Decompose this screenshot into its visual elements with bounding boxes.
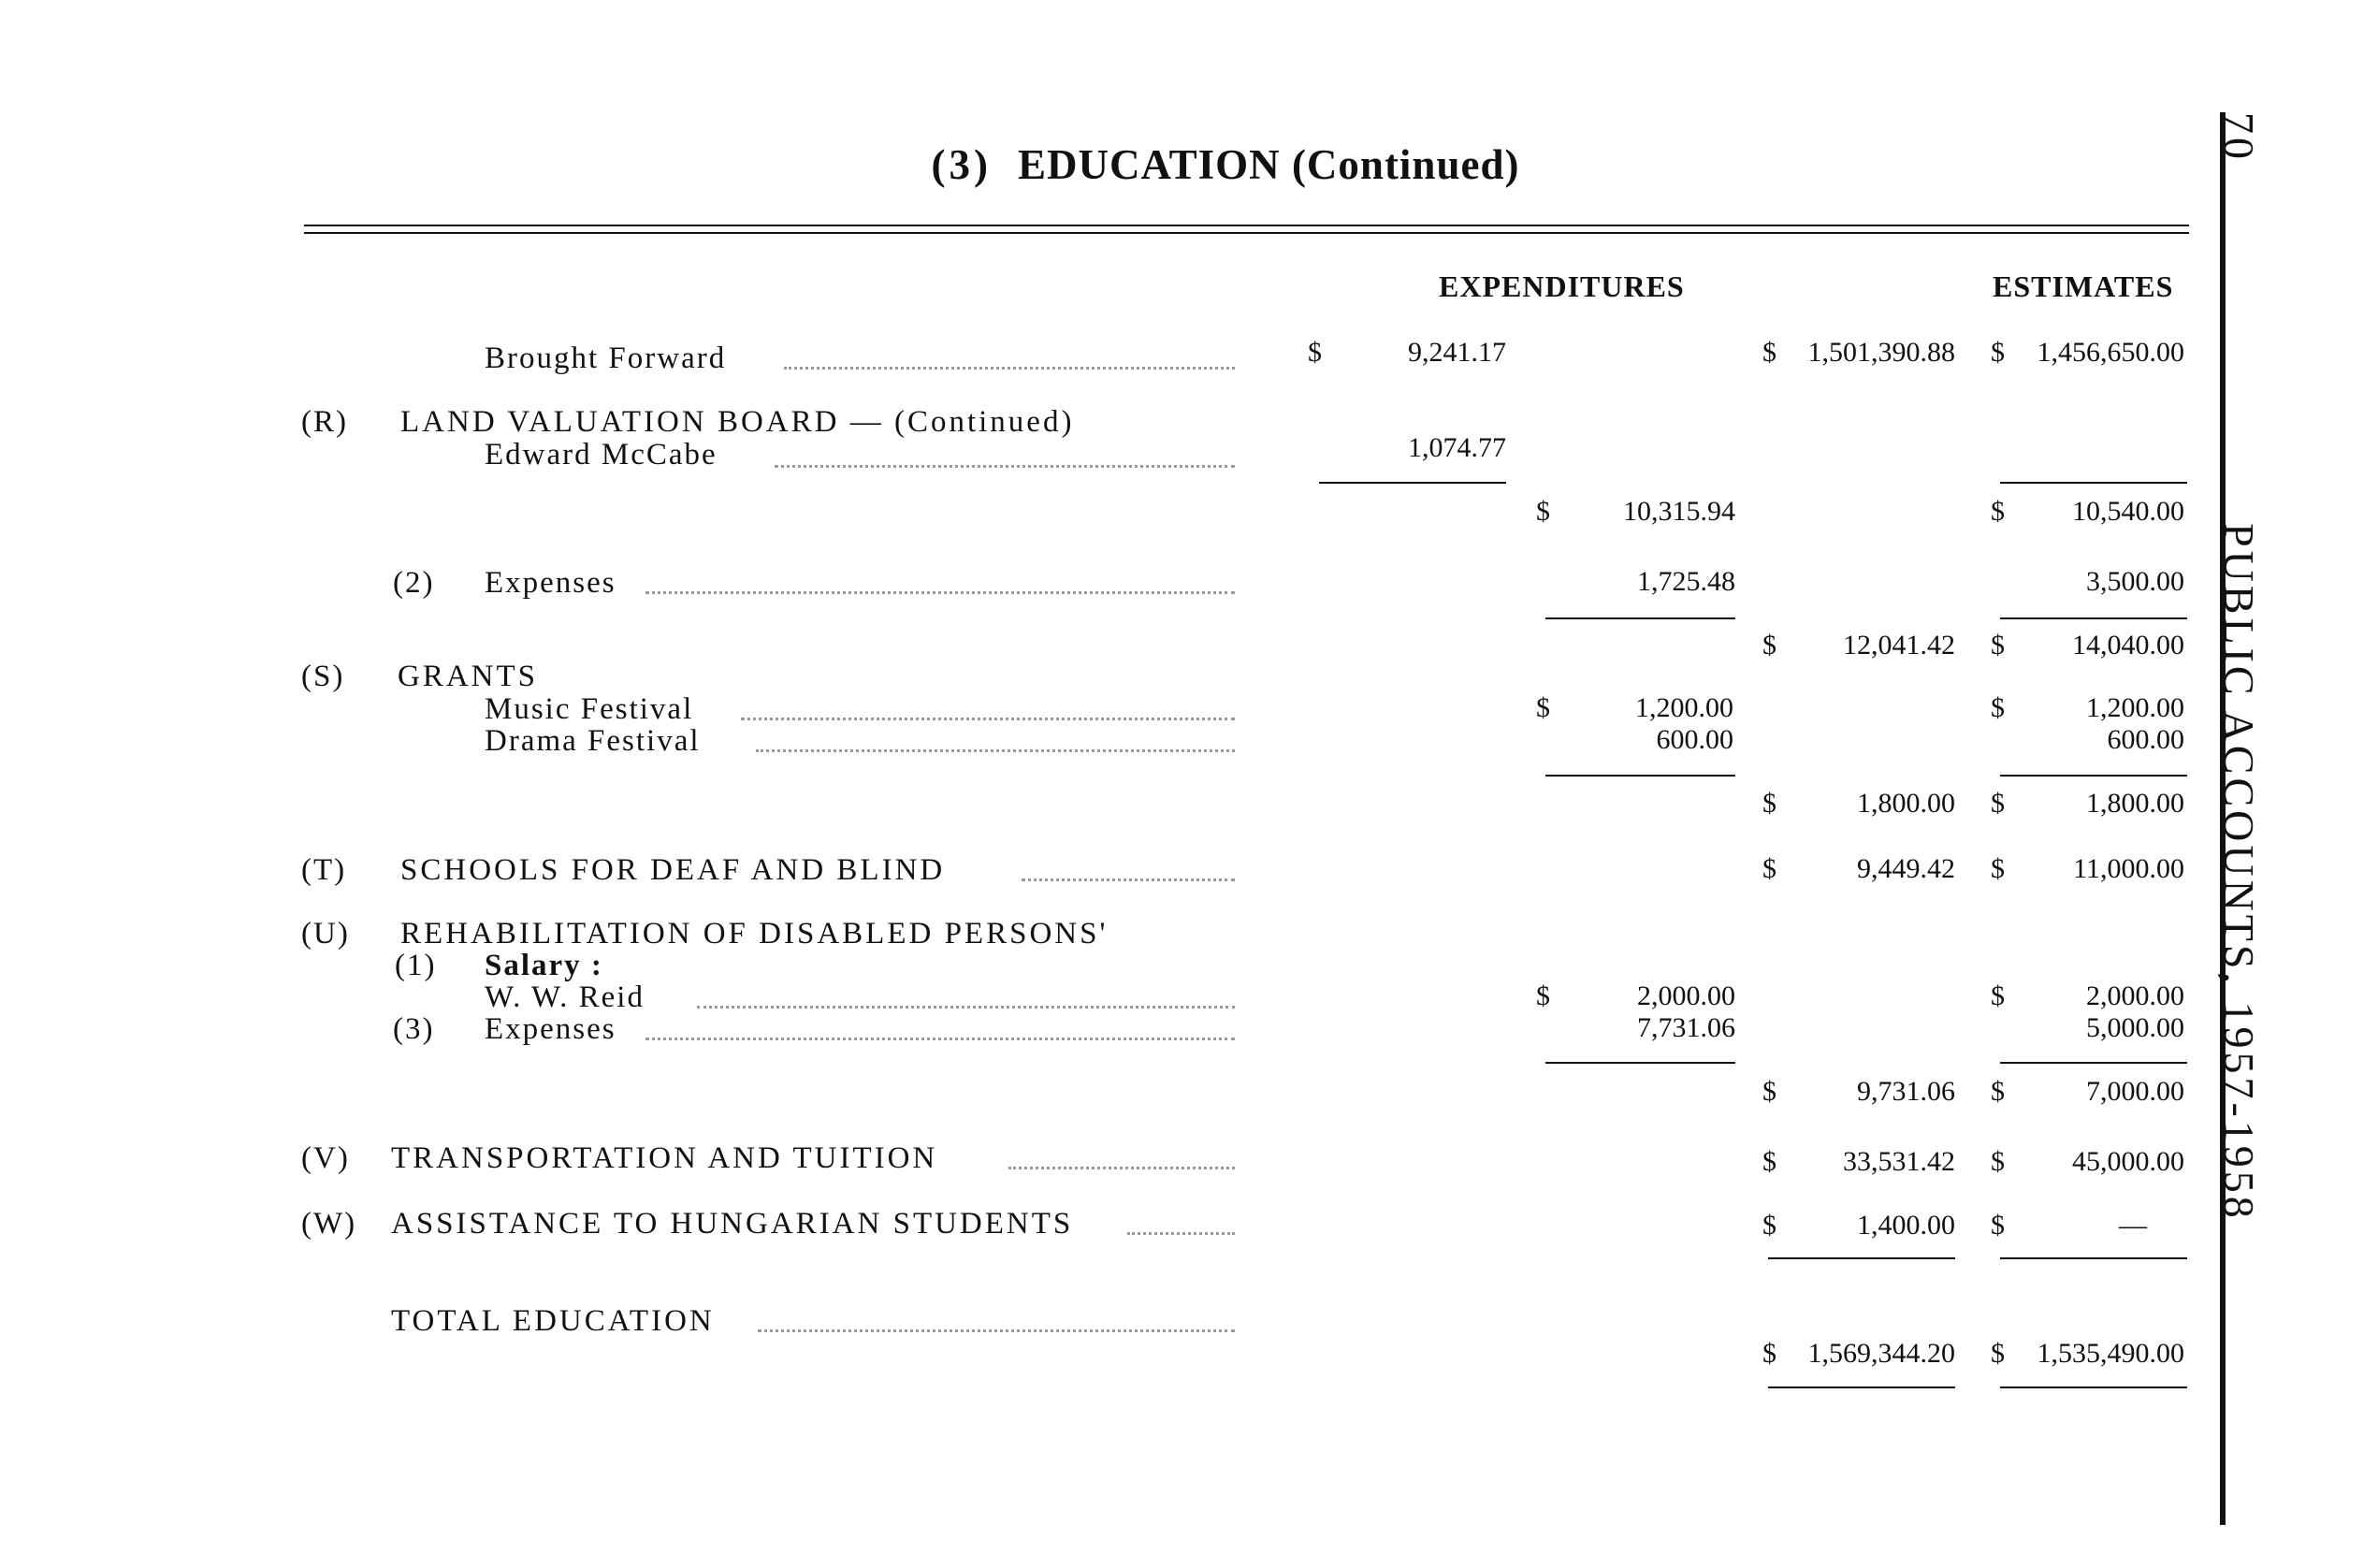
title-text: EDUCATION bbox=[1017, 141, 1281, 188]
column-header-expenditures: EXPENDITURES bbox=[1439, 269, 1685, 303]
grand-total-rule bbox=[2000, 1387, 2187, 1388]
dollar-sign: $ bbox=[1991, 630, 2005, 661]
dollar-sign: $ bbox=[1991, 1076, 2005, 1107]
grand-total-col3: 1,569,344.20 bbox=[1807, 1338, 1955, 1369]
leader-dots bbox=[775, 465, 1235, 468]
item-label: Drama Festival bbox=[485, 724, 701, 758]
subtotal-rule bbox=[1545, 1062, 1735, 1064]
music-festival-col2: 1,200.00 bbox=[1635, 692, 1733, 723]
leader-dots bbox=[784, 367, 1235, 370]
brought-forward-label: Brought Forward bbox=[485, 341, 727, 375]
dollar-sign: $ bbox=[1991, 1210, 2005, 1241]
item-label: Expenses bbox=[485, 566, 616, 600]
subtotal-rule bbox=[2000, 775, 2187, 777]
dollar-sign: $ bbox=[1991, 1146, 2005, 1177]
section-total-col3: 1,400.00 bbox=[1857, 1210, 1955, 1241]
dollar-sign: $ bbox=[1762, 853, 1776, 884]
dollar-sign: $ bbox=[1762, 1076, 1776, 1107]
title-number: (3) bbox=[931, 141, 992, 188]
running-title: PUBLIC ACCOUNTS, 1957-1958 bbox=[2215, 523, 2263, 1222]
column-header-estimates: ESTIMATES bbox=[1993, 269, 2174, 303]
reid-col4: 2,000.00 bbox=[2086, 980, 2184, 1011]
dollar-sign: $ bbox=[1762, 788, 1776, 819]
drama-festival-col4: 600.00 bbox=[2107, 724, 2184, 755]
section-letter: (S) bbox=[301, 660, 345, 693]
subtotal-col4: 10,540.00 bbox=[2072, 496, 2184, 527]
section-total-col3: 1,800.00 bbox=[1857, 788, 1955, 819]
grand-total-label: TOTAL EDUCATION bbox=[391, 1304, 715, 1338]
item-label: Expenses bbox=[485, 1012, 616, 1046]
section-heading: LAND VALUATION BOARD — (Continued) bbox=[400, 405, 1075, 439]
drama-festival-col2: 600.00 bbox=[1656, 724, 1733, 755]
header-rule-top bbox=[304, 225, 2189, 226]
leader-dots bbox=[1008, 1167, 1235, 1169]
leader-dots bbox=[645, 591, 1235, 594]
section-letter: (W) bbox=[301, 1207, 357, 1241]
dollar-sign: $ bbox=[1536, 980, 1550, 1011]
item-col1: 1,074.77 bbox=[1408, 432, 1506, 463]
dollar-sign: $ bbox=[1536, 496, 1550, 527]
section-total-col4: — bbox=[2119, 1210, 2147, 1241]
leader-dots bbox=[741, 718, 1235, 720]
expenses-col2: 7,731.06 bbox=[1637, 1012, 1735, 1043]
item-number: (3) bbox=[393, 1012, 435, 1046]
section-total-col3: 33,531.42 bbox=[1843, 1146, 1955, 1177]
header-rule-bottom bbox=[304, 232, 2189, 234]
grand-total-rule bbox=[1768, 1387, 1955, 1388]
dollar-sign: $ bbox=[1991, 337, 2005, 368]
dollar-sign: $ bbox=[1762, 630, 1776, 661]
section-total-col4: 45,000.00 bbox=[2072, 1146, 2184, 1177]
section-letter: (U) bbox=[301, 917, 350, 951]
total-rule bbox=[1768, 1257, 1955, 1259]
leader-dots bbox=[756, 749, 1235, 752]
item-label: Music Festival bbox=[485, 692, 694, 726]
leader-dots bbox=[1022, 878, 1235, 881]
brought-forward-col4: 1,456,650.00 bbox=[2037, 337, 2184, 368]
leader-dots bbox=[758, 1329, 1235, 1332]
subtotal-rule bbox=[2000, 617, 2187, 619]
leader-dots bbox=[1127, 1232, 1235, 1235]
dollar-sign: $ bbox=[1762, 1210, 1776, 1241]
section-letter: (V) bbox=[301, 1141, 350, 1175]
dollar-sign: $ bbox=[1536, 692, 1550, 723]
section-heading: SCHOOLS FOR DEAF AND BLIND bbox=[400, 853, 946, 887]
dollar-sign: $ bbox=[1991, 496, 2005, 527]
section-heading: GRANTS bbox=[398, 660, 539, 693]
item-number: (2) bbox=[393, 566, 435, 600]
section-total-col4: 11,000.00 bbox=[2073, 853, 2184, 884]
subtotal-rule bbox=[1545, 775, 1735, 777]
dollar-sign: $ bbox=[1991, 1338, 2005, 1369]
subtotal-col2: 10,315.94 bbox=[1623, 496, 1735, 527]
item-label: W. W. Reid bbox=[485, 980, 645, 1014]
total-rule bbox=[2000, 1257, 2187, 1259]
subtotal-rule bbox=[1545, 617, 1735, 619]
subtotal-rule bbox=[1319, 482, 1506, 484]
leader-dots bbox=[697, 1006, 1235, 1009]
dollar-sign: $ bbox=[1762, 1146, 1776, 1177]
page-title bbox=[0, 140, 2378, 189]
section-total-col4: 14,040.00 bbox=[2072, 630, 2184, 661]
grand-total-col4: 1,535,490.00 bbox=[2037, 1338, 2184, 1369]
section-total-col3: 12,041.42 bbox=[1843, 630, 1955, 661]
section-letter: (R) bbox=[301, 405, 348, 439]
section-letter: (T) bbox=[301, 853, 347, 887]
title-suffix: (Continued) bbox=[1291, 141, 1520, 188]
section-total-col4: 1,800.00 bbox=[2086, 788, 2184, 819]
dollar-sign: $ bbox=[1991, 980, 2005, 1011]
section-total-col3: 9,449.42 bbox=[1857, 853, 1955, 884]
item-label: Edward McCabe bbox=[485, 438, 718, 472]
expenses-col2: 1,725.48 bbox=[1637, 566, 1735, 597]
expenses-col4: 3,500.00 bbox=[2086, 566, 2184, 597]
section-total-col4: 7,000.00 bbox=[2086, 1076, 2184, 1107]
expenses-col4: 5,000.00 bbox=[2086, 1012, 2184, 1043]
dollar-sign: $ bbox=[1991, 853, 2005, 884]
music-festival-col4: 1,200.00 bbox=[2086, 692, 2184, 723]
dollar-sign: $ bbox=[1762, 1338, 1776, 1369]
reid-col2: 2,000.00 bbox=[1637, 980, 1735, 1011]
subtotal-rule bbox=[2000, 482, 2187, 484]
section-heading: REHABILITATION OF DISABLED PERSONS' bbox=[400, 917, 1109, 951]
brought-forward-col3: 1,501,390.88 bbox=[1807, 337, 1955, 368]
item-label: Salary : bbox=[485, 949, 603, 982]
item-number: (1) bbox=[395, 949, 437, 982]
dollar-sign: $ bbox=[1762, 337, 1776, 368]
section-total-col3: 9,731.06 bbox=[1857, 1076, 1955, 1107]
brought-forward-col1: 9,241.17 bbox=[1408, 337, 1506, 368]
dollar-sign: $ bbox=[1308, 337, 1322, 368]
section-heading: TRANSPORTATION AND TUITION bbox=[391, 1141, 938, 1175]
dollar-sign: $ bbox=[1991, 788, 2005, 819]
dollar-sign: $ bbox=[1991, 692, 2005, 723]
leader-dots bbox=[645, 1038, 1235, 1040]
subtotal-rule bbox=[2000, 1062, 2187, 1064]
running-header bbox=[2214, 112, 2264, 1222]
section-heading: ASSISTANCE TO HUNGARIAN STUDENTS bbox=[391, 1207, 1074, 1241]
page-number: 70 bbox=[2215, 112, 2263, 163]
